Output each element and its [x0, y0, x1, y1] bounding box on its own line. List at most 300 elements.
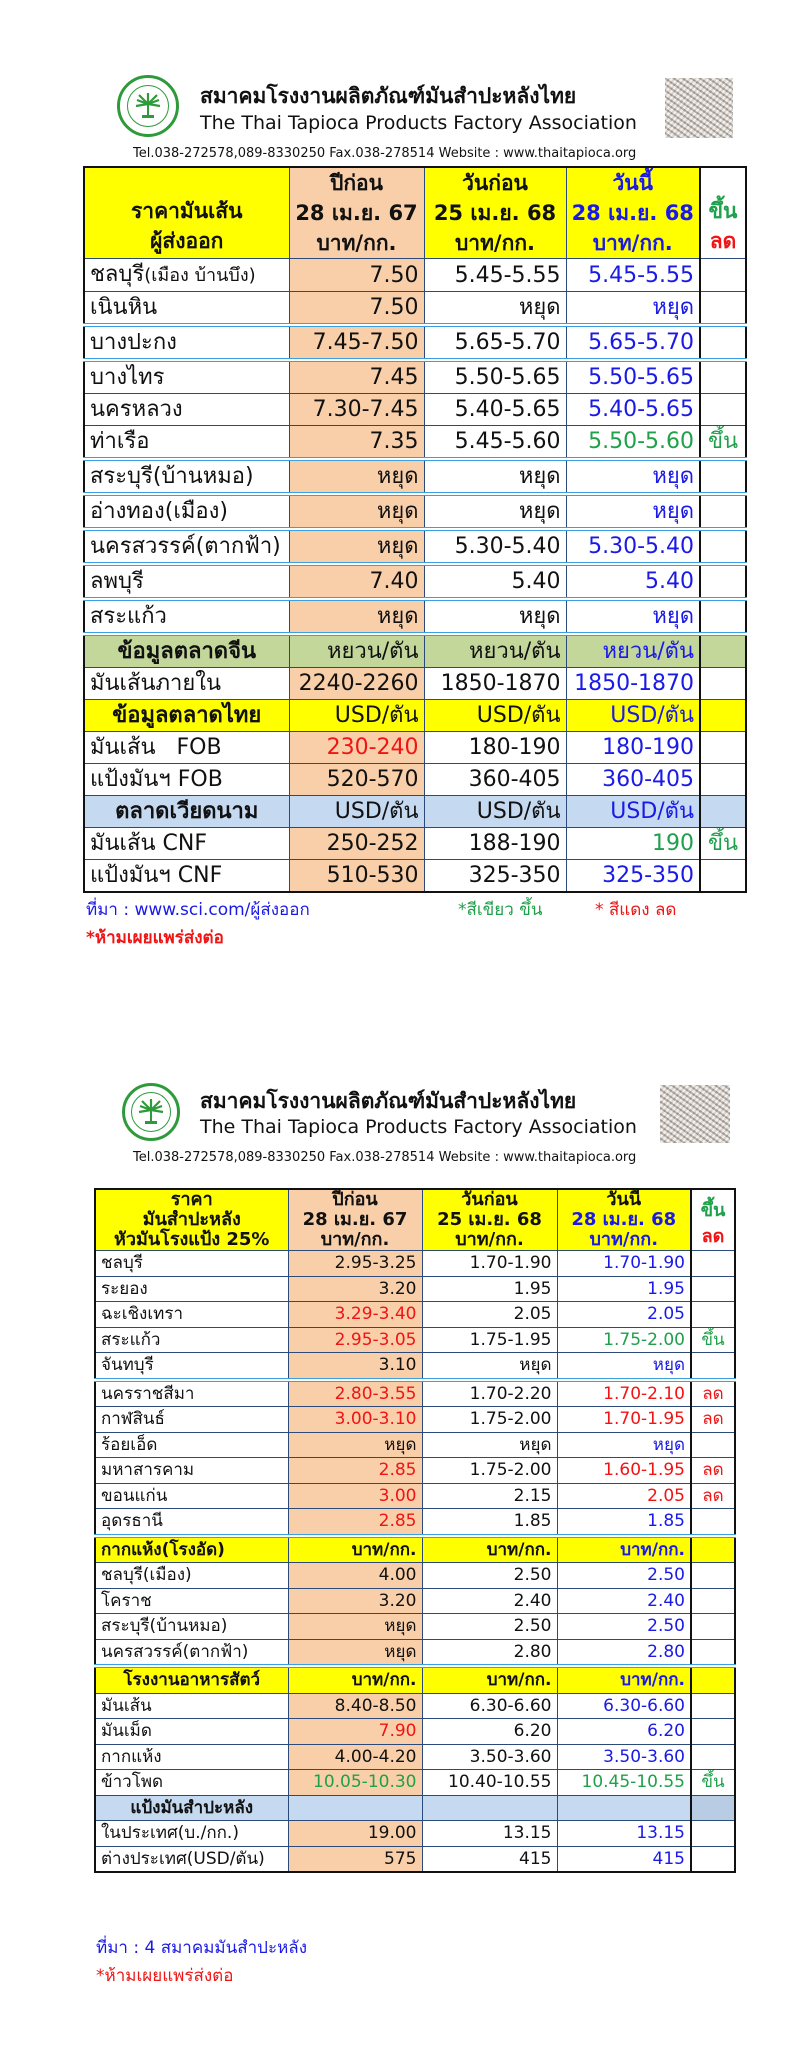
cell-change	[700, 394, 746, 426]
cell-prev-day: 5.45-5.55	[424, 259, 566, 292]
row-name: แป้งมันฯ FOB	[84, 764, 289, 796]
cell-today: 10.45-10.55	[557, 1770, 691, 1796]
cell-last-year: 7.45-7.50	[289, 325, 424, 360]
cell-today: 1850-1870	[566, 668, 700, 700]
section-unit-prev-day: บาท/กก.	[422, 1666, 557, 1693]
header-last-year-title: ปีก่อน	[288, 1189, 422, 1210]
section-unit-last-year: บาท/กก.	[288, 1666, 422, 1693]
cell-change: ลด	[691, 1483, 735, 1509]
cell-prev-day: 10.40-10.55	[422, 1770, 557, 1796]
section-title: แป้งมันสำปะหลัง	[95, 1795, 288, 1821]
cell-change	[691, 1639, 735, 1666]
row-name: มหาสารคาม	[95, 1458, 288, 1484]
section-unit-prev-day: USD/ตัน	[424, 796, 566, 828]
cell-change: ลด	[691, 1407, 735, 1433]
table-row	[84, 599, 746, 634]
cell-last-year: 10.05-10.30	[288, 1770, 422, 1796]
header-label	[84, 167, 289, 259]
section-header-dried-pulp	[95, 1536, 735, 1563]
cell-prev-day: 2.40	[422, 1588, 557, 1614]
header-today-unit: บาท/กก.	[557, 1230, 691, 1251]
report-block-fresh-roots	[0, 1020, 791, 2048]
row-name: อ่างทอง(เมือง)	[84, 494, 289, 529]
cell-last-year: หยุด	[289, 494, 424, 529]
table-row	[84, 394, 746, 426]
header-prev-day-unit: บาท/กก.	[422, 1230, 557, 1251]
cell-last-year: หยุด	[288, 1614, 422, 1640]
header-prev-day-title: วันก่อน	[422, 1189, 557, 1210]
row-name: ชลบุรี(เมือง)	[95, 1563, 288, 1589]
cell-change	[691, 1276, 735, 1302]
section-change	[700, 700, 746, 732]
cell-last-year: 19.00	[288, 1821, 422, 1847]
cell-prev-day: 415	[422, 1846, 557, 1872]
cell-change: ขึ้น	[691, 1770, 735, 1796]
cell-today: หยุด	[566, 459, 700, 494]
cassava-chips-photo	[660, 1085, 730, 1143]
table-row	[95, 1276, 735, 1302]
cell-change: ขึ้น	[700, 426, 746, 460]
row-name: ขอนแก่น	[95, 1483, 288, 1509]
table-row	[84, 360, 746, 394]
section-header-china	[84, 634, 746, 668]
table-row	[95, 1432, 735, 1458]
cell-prev-day: 5.50-5.65	[424, 360, 566, 394]
cell-change: ลด	[691, 1458, 735, 1484]
cell-today: 2.80	[557, 1639, 691, 1666]
cell-last-year: 575	[288, 1846, 422, 1872]
cell-prev-day: 5.65-5.70	[424, 325, 566, 360]
cell-last-year: 510-530	[289, 860, 424, 893]
header-prev-day-date: 25 เม.ย. 68	[424, 198, 566, 228]
table-row	[95, 1588, 735, 1614]
row-name: ระยอง	[95, 1276, 288, 1302]
cell-last-year: 4.00	[288, 1563, 422, 1589]
cell-today: 5.50-5.65	[566, 360, 700, 394]
table-row	[95, 1614, 735, 1640]
header-change	[700, 167, 746, 259]
row-name: ท่าเรือ	[84, 426, 289, 460]
header-prev-day-unit: บาท/กก.	[424, 228, 566, 259]
no-redistribute-notice: *ห้ามเผยแพร่ส่งต่อ	[86, 928, 224, 948]
cell-prev-day: 2.80	[422, 1639, 557, 1666]
header-change	[691, 1189, 735, 1251]
cell-prev-day: 325-350	[424, 860, 566, 893]
section-unit-today: หยวน/ตัน	[566, 634, 700, 668]
row-name: จันทบุรี	[95, 1353, 288, 1380]
row-name: สระแก้ว	[95, 1327, 288, 1353]
row-name: บางไทร	[84, 360, 289, 394]
cell-last-year: 2.95-3.05	[288, 1327, 422, 1353]
section-change	[691, 1795, 735, 1821]
section-unit-today	[557, 1795, 691, 1821]
cell-change	[691, 1302, 735, 1328]
cell-today: 1.60-1.95	[557, 1458, 691, 1484]
row-name: สระบุรี(บ้านหมอ)	[95, 1614, 288, 1640]
cell-prev-day: 13.15	[422, 1821, 557, 1847]
section-unit-last-year	[288, 1795, 422, 1821]
cell-prev-day: 1.70-1.90	[422, 1251, 557, 1277]
cell-change	[700, 564, 746, 599]
row-name: นครสวรรค์(ตากฟ้า)	[84, 529, 289, 564]
table-row	[95, 1380, 735, 1407]
table-row	[84, 259, 746, 292]
table-row	[84, 426, 746, 460]
table-row	[95, 1846, 735, 1872]
cell-today: 1.75-2.00	[557, 1327, 691, 1353]
cell-change	[700, 599, 746, 634]
cell-change	[691, 1588, 735, 1614]
cell-last-year: 3.10	[288, 1353, 422, 1380]
section-unit-prev-day	[422, 1795, 557, 1821]
cell-change	[691, 1846, 735, 1872]
cell-prev-day: หยุด	[424, 459, 566, 494]
cell-change	[691, 1719, 735, 1745]
cell-change	[691, 1563, 735, 1589]
row-name: ต่างประเทศ(USD/ตัน)	[95, 1846, 288, 1872]
cell-change	[700, 292, 746, 326]
header-today-unit: บาท/กก.	[566, 228, 700, 259]
section-unit-last-year: บาท/กก.	[288, 1536, 422, 1563]
table-row	[95, 1251, 735, 1277]
table-row	[84, 668, 746, 700]
cell-last-year: 250-252	[289, 828, 424, 860]
section-unit-last-year: USD/ตัน	[289, 796, 424, 828]
section-change	[700, 796, 746, 828]
cell-today: 1.95	[557, 1276, 691, 1302]
section-unit-last-year: หยวน/ตัน	[289, 634, 424, 668]
cell-today: 3.50-3.60	[557, 1744, 691, 1770]
cell-prev-day: หยุด	[424, 599, 566, 634]
association-name-en: The Thai Tapioca Products Factory Association	[200, 112, 637, 134]
legend-up: *สีเขียว ขึ้น	[458, 900, 543, 920]
source-note: ที่มา : 4 สมาคมมันสำปะหลัง	[96, 1938, 308, 1958]
row-name: โคราช	[95, 1588, 288, 1614]
header-last-year-date: 28 เม.ย. 67	[288, 1210, 422, 1230]
cell-last-year: 3.20	[288, 1588, 422, 1614]
cell-prev-day: 1.70-2.20	[422, 1380, 557, 1407]
header-prev-day-title: วันก่อน	[424, 167, 566, 198]
row-name: นครสวรรค์(ตากฟ้า)	[95, 1639, 288, 1666]
cell-last-year: 7.50	[289, 292, 424, 326]
table-row	[95, 1509, 735, 1536]
section-title: โรงงานอาหารสัตว์	[95, 1666, 288, 1693]
cell-today: 415	[557, 1846, 691, 1872]
cell-change	[700, 860, 746, 893]
cell-today: 190	[566, 828, 700, 860]
cell-today: หยุด	[557, 1432, 691, 1458]
cell-change: ขึ้น	[700, 828, 746, 860]
table-row	[84, 764, 746, 796]
cell-prev-day: 1.75-2.00	[422, 1458, 557, 1484]
cell-prev-day: 180-190	[424, 732, 566, 764]
table-row	[84, 860, 746, 893]
table-row	[95, 1821, 735, 1847]
header-last-year-unit: บาท/กก.	[288, 1230, 422, 1251]
header-change-down: ลด	[701, 1226, 725, 1247]
table-row	[95, 1407, 735, 1433]
header-change-up: ขึ้น	[700, 1200, 726, 1221]
cell-today: 1.70-1.90	[557, 1251, 691, 1277]
cell-change: ลด	[691, 1380, 735, 1407]
source-note: ที่มา : www.sci.com/ผู้ส่งออก	[86, 900, 310, 920]
cassava-chips-photo	[665, 78, 733, 138]
cell-today: 325-350	[566, 860, 700, 893]
section-unit-today: USD/ตัน	[566, 796, 700, 828]
cell-prev-day: 2.50	[422, 1563, 557, 1589]
cell-last-year: 2240-2260	[289, 668, 424, 700]
cell-change	[691, 1614, 735, 1640]
cell-today: 5.65-5.70	[566, 325, 700, 360]
association-logo-icon	[117, 75, 179, 137]
cell-last-year: 7.40	[289, 564, 424, 599]
cell-today: 6.20	[557, 1719, 691, 1745]
cell-last-year: 3.29-3.40	[288, 1302, 422, 1328]
section-title: ข้อมูลตลาดจีน	[84, 634, 289, 668]
cell-change	[700, 764, 746, 796]
association-name-en: The Thai Tapioca Products Factory Association	[200, 1116, 637, 1138]
section-unit-today: บาท/กก.	[557, 1666, 691, 1693]
section-unit-last-year: USD/ตัน	[289, 700, 424, 732]
row-name: ลพบุรี	[84, 564, 289, 599]
cell-today: 1.85	[557, 1509, 691, 1536]
header-last-year-title: ปีก่อน	[289, 167, 424, 198]
section-title: กากแห้ง(โรงอัด)	[95, 1536, 288, 1563]
cell-prev-day: หยุด	[422, 1432, 557, 1458]
row-name: นครราชสีมา	[95, 1380, 288, 1407]
cell-today: 5.45-5.55	[566, 259, 700, 292]
cell-last-year: 3.00-3.10	[288, 1407, 422, 1433]
header-label-line1: ราคา	[170, 1189, 213, 1210]
section-unit-today: บาท/กก.	[557, 1536, 691, 1563]
section-unit-prev-day: บาท/กก.	[422, 1536, 557, 1563]
cell-change	[700, 325, 746, 360]
cell-last-year: 7.35	[289, 426, 424, 460]
cell-prev-day: 2.15	[422, 1483, 557, 1509]
cell-last-year: 8.40-8.50	[288, 1693, 422, 1719]
table-row	[84, 529, 746, 564]
cell-prev-day: 1.85	[422, 1509, 557, 1536]
header-label-line1: ราคามันเส้น	[131, 199, 243, 223]
cell-change	[691, 1821, 735, 1847]
table-row	[84, 292, 746, 326]
cell-last-year: 7.90	[288, 1719, 422, 1745]
cell-change	[691, 1353, 735, 1380]
header-today-title: วันนี้	[557, 1189, 691, 1210]
palm-tree-icon	[133, 91, 163, 121]
association-logo-icon	[122, 1083, 180, 1141]
cell-change	[700, 259, 746, 292]
cell-today: หยุด	[566, 599, 700, 634]
cassava-root-price-table	[94, 1188, 736, 1873]
cell-prev-day: 1.75-2.00	[422, 1407, 557, 1433]
cell-last-year: หยุด	[288, 1639, 422, 1666]
cell-change	[700, 360, 746, 394]
header-today-date: 28 เม.ย. 68	[557, 1210, 691, 1230]
row-name: สระบุรี(บ้านหมอ)	[84, 459, 289, 494]
association-name-th: สมาคมโรงงานผลิตภัณฑ์มันสำปะหลังไทย	[200, 84, 577, 108]
header-prev-day-date: 25 เม.ย. 68	[422, 1210, 557, 1230]
cell-change	[691, 1432, 735, 1458]
table-row	[84, 494, 746, 529]
header-today-title: วันนี้	[566, 167, 700, 198]
section-unit-prev-day: หยวน/ตัน	[424, 634, 566, 668]
cell-today: 13.15	[557, 1821, 691, 1847]
cell-today: 2.40	[557, 1588, 691, 1614]
cell-last-year: 230-240	[289, 732, 424, 764]
cell-today: 5.40	[566, 564, 700, 599]
section-unit-today: USD/ตัน	[566, 700, 700, 732]
cell-prev-day: 6.30-6.60	[422, 1693, 557, 1719]
cell-prev-day: 5.40	[424, 564, 566, 599]
table-row	[95, 1693, 735, 1719]
cell-today: 180-190	[566, 732, 700, 764]
row-name: แป้งมันฯ CNF	[84, 860, 289, 893]
row-name: ข้าวโพด	[95, 1770, 288, 1796]
cell-today: หยุด	[557, 1353, 691, 1380]
section-change	[691, 1666, 735, 1693]
row-name: มันเส้น	[95, 1693, 288, 1719]
cell-today: หยุด	[566, 292, 700, 326]
cell-last-year: 2.80-3.55	[288, 1380, 422, 1407]
header-last-year-date: 28 เม.ย. 67	[289, 198, 424, 228]
palm-tree-icon	[136, 1097, 166, 1127]
row-name: ชลบุรี	[95, 1251, 288, 1277]
contact-info: Tel.038-272578,089-8330250 Fax.038-278514 Website : www.thaitapioca.org	[133, 146, 637, 161]
cell-today: 2.50	[557, 1563, 691, 1589]
cell-change: ขึ้น	[691, 1327, 735, 1353]
cell-prev-day: 360-405	[424, 764, 566, 796]
cell-prev-day: 6.20	[422, 1719, 557, 1745]
table-row	[95, 1483, 735, 1509]
cell-last-year: หยุด	[289, 529, 424, 564]
no-redistribute-notice: *ห้ามเผยแพร่ส่งต่อ	[96, 1966, 234, 1986]
row-name: ฉะเชิงเทรา	[95, 1302, 288, 1328]
row-name: ร้อยเอ็ด	[95, 1432, 288, 1458]
cell-prev-day: 5.40-5.65	[424, 394, 566, 426]
header-last-year-unit: บาท/กก.	[289, 228, 424, 259]
cell-last-year: 3.20	[288, 1276, 422, 1302]
header-change-up: ขึ้น	[708, 199, 738, 223]
row-name	[84, 259, 289, 292]
cassava-chip-price-table	[83, 166, 747, 893]
section-change	[700, 634, 746, 668]
cell-prev-day: 1.95	[422, 1276, 557, 1302]
table-row	[84, 564, 746, 599]
section-unit-prev-day: USD/ตัน	[424, 700, 566, 732]
cell-prev-day: 188-190	[424, 828, 566, 860]
cell-last-year: 2.85	[288, 1509, 422, 1536]
cell-last-year: 7.30-7.45	[289, 394, 424, 426]
cell-last-year: 2.95-3.25	[288, 1251, 422, 1277]
cell-prev-day: หยุด	[424, 494, 566, 529]
table-row	[84, 459, 746, 494]
section-change	[691, 1536, 735, 1563]
cell-today: 5.50-5.60	[566, 426, 700, 460]
cell-today: 5.40-5.65	[566, 394, 700, 426]
row-name: ในประเทศ(บ./กก.)	[95, 1821, 288, 1847]
table-row	[84, 828, 746, 860]
header-label-line3: หัวมันโรงแป้ง 25%	[114, 1229, 270, 1250]
cell-prev-day: 5.45-5.60	[424, 426, 566, 460]
cell-change	[700, 668, 746, 700]
cell-prev-day: 1850-1870	[424, 668, 566, 700]
table-row	[95, 1353, 735, 1380]
cell-last-year: 7.45	[289, 360, 424, 394]
cell-prev-day: 2.50	[422, 1614, 557, 1640]
header-label-line2: มันสำปะหลัง	[142, 1209, 241, 1230]
table-row	[84, 325, 746, 360]
row-name: มันเส้นภายใน	[84, 668, 289, 700]
cell-last-year: 2.85	[288, 1458, 422, 1484]
cell-today: 2.50	[557, 1614, 691, 1640]
table-row	[95, 1719, 735, 1745]
cell-last-year: หยุด	[288, 1432, 422, 1458]
row-name: กากแห้ง	[95, 1744, 288, 1770]
cell-today: 360-405	[566, 764, 700, 796]
row-name: มันเม็ด	[95, 1719, 288, 1745]
legend-down: * สีแดง ลด	[595, 900, 677, 920]
cell-prev-day: 3.50-3.60	[422, 1744, 557, 1770]
row-name: นครหลวง	[84, 394, 289, 426]
cell-change	[691, 1744, 735, 1770]
cell-last-year: 4.00-4.20	[288, 1744, 422, 1770]
cell-change	[691, 1509, 735, 1536]
table-row	[95, 1639, 735, 1666]
cell-prev-day: 2.05	[422, 1302, 557, 1328]
table-row	[95, 1327, 735, 1353]
row-name: อุดรธานี	[95, 1509, 288, 1536]
cell-change	[700, 494, 746, 529]
row-name: เนินหิน	[84, 292, 289, 326]
cell-prev-day: 1.75-1.95	[422, 1327, 557, 1353]
header-label-line2: ผู้ส่งออก	[150, 229, 224, 253]
report-block-cassava-chips	[0, 0, 791, 1000]
cell-today: หยุด	[566, 494, 700, 529]
cell-today: 1.70-2.10	[557, 1380, 691, 1407]
row-name: มันเส้น CNF	[84, 828, 289, 860]
cell-change	[700, 459, 746, 494]
row-name: กาฬสินธ์	[95, 1407, 288, 1433]
table-row	[95, 1563, 735, 1589]
table-row	[95, 1744, 735, 1770]
cell-change	[691, 1693, 735, 1719]
association-name-th: สมาคมโรงงานผลิตภัณฑ์มันสำปะหลังไทย	[200, 1089, 577, 1113]
header-today-date: 28 เม.ย. 68	[566, 198, 700, 228]
row-name: มันเส้น FOB	[84, 732, 289, 764]
section-header-thai	[84, 700, 746, 732]
header-change-down: ลด	[709, 229, 737, 253]
section-header-vietnam	[84, 796, 746, 828]
cell-prev-day: 5.30-5.40	[424, 529, 566, 564]
table-row	[95, 1770, 735, 1796]
cell-last-year: 520-570	[289, 764, 424, 796]
section-header-starch	[95, 1795, 735, 1821]
cell-last-year: หยุด	[289, 459, 424, 494]
cell-today: 6.30-6.60	[557, 1693, 691, 1719]
cell-last-year: 3.00	[288, 1483, 422, 1509]
cell-change	[700, 732, 746, 764]
contact-info: Tel.038-272578,089-8330250 Fax.038-278514 Website : www.thaitapioca.org	[133, 1150, 637, 1165]
cell-last-year: หยุด	[289, 599, 424, 634]
row-name: สระแก้ว	[84, 599, 289, 634]
cell-today: 2.05	[557, 1483, 691, 1509]
cell-today: 5.30-5.40	[566, 529, 700, 564]
table-row	[95, 1458, 735, 1484]
cell-change	[691, 1251, 735, 1277]
cell-prev-day: หยุด	[422, 1353, 557, 1380]
section-title: ตลาดเวียดนาม	[84, 796, 289, 828]
